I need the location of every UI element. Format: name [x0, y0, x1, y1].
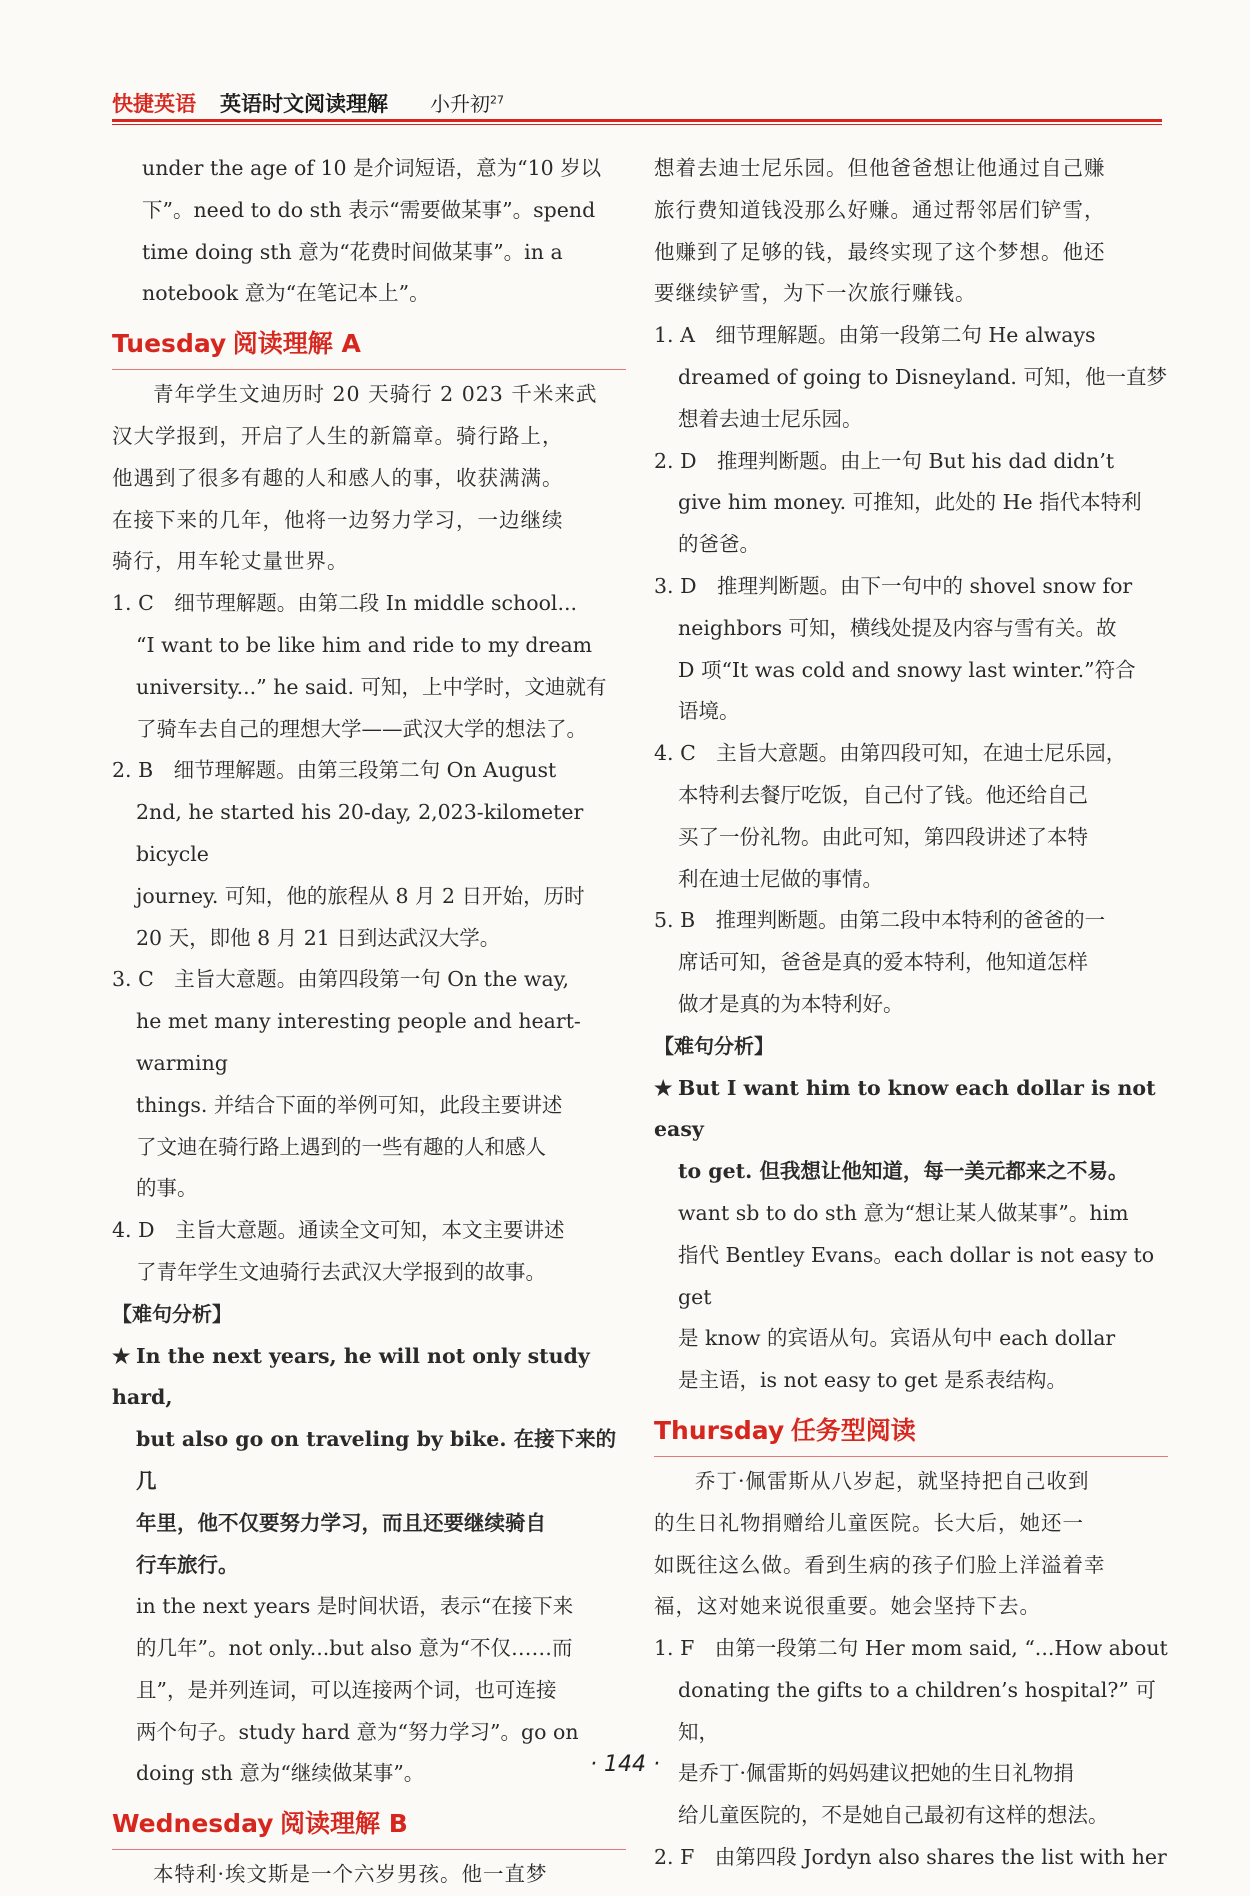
header-rule-thin — [112, 124, 1162, 125]
book-title: 英语时文阅读理解 — [220, 92, 388, 116]
wednesday-summary-start: 本特利·埃文斯是一个六岁男孩。他一直梦 — [153, 1862, 548, 1887]
thursday-summary: 乔丁·佩雷斯从八岁起，就坚持把自己收到 的生日礼物捐赠给儿童医院。长大后，她还一 如既往这么做。看到生病的孩子们脸上洋溢着幸 福，这对她来说很重要。她会坚持下去。 — [654, 1468, 1106, 1619]
wednesday-answer-5: 5. B 推理判断题。由第二段中本特利的爸爸的一 席话可知，爸爸是真的爱本特利，他知道怎样 做才是真的为本特利好。 — [654, 908, 1106, 1016]
hard-sentence-title: 【难句分析】 — [112, 1301, 232, 1326]
wednesday-answer-2: 2. D 推理判断题。由上一句 But his dad didn’t give him money. 可推知，此处的 He 指代本特利 的爸爸。 — [654, 448, 1142, 557]
tuesday-answer-3: 3. C 主旨大意题。由第四段第一句 On the way, he met many interesting people and heart-warming things. 并结合下面的举例可知，此段主要讲述 了文迪在骑行路上遇到的一些有趣的人和感人 的事。 — [112, 967, 581, 1201]
tuesday-answer-4: 4. D 主旨大意题。通读全文可知，本文主要讲述 了青年学生文迪骑行去武汉大学报到的故事。 — [112, 1218, 565, 1284]
hard-sentence-explanation-2: want sb to do sth 意为“想让某人做某事”。him 指代 Bentley Evans。each dollar is not easy to get 是 know 的宾语从句。宾语从句中 each dollar 是主语，is not easy to get 是系表结构。 — [678, 1200, 1155, 1393]
left-column — [112, 148, 626, 1896]
section-thursday-title: Thursday 任务型阅读 — [654, 1410, 1168, 1457]
page-number: · 144 · — [590, 1752, 660, 1777]
thursday-answer-2: 2. F 由第四段 Jordyn also shares the list with her — [654, 1845, 1167, 1870]
page-header — [112, 84, 1162, 124]
tuesday-answer-2: 2. B 细节理解题。由第三段第二句 On August 2nd, he started his 20-day, 2,023-kilometer bicycle journey. 可知，他的旅程从 8 月 2 日开始，历时 20 天，即他 8 月 21 日到达武汉大学。 — [112, 758, 585, 950]
section-wednesday-title: Wednesday 阅读理解 B — [112, 1803, 626, 1850]
hard-sentence: ★ In the next years, he will not only study hard, but also go on traveling by bike. 在接下来的几 年里，他不仅要努力学习，而且还要继续骑自 行车旅行。 — [112, 1336, 626, 1587]
wednesday-answer-4: 4. C 主旨大意题。由第四段可知，在迪士尼乐园， 本特利去餐厅吃饭，自己付了钱。他还给自己 买了一份礼物。由此可知，第四段讲述了本特 利在迪士尼做的事情。 — [654, 741, 1127, 891]
level-label: 小升初$^{27}$ — [430, 92, 504, 116]
star-icon: ★ — [654, 1075, 673, 1100]
tuesday-summary: 青年学生文迪历时 20 天骑行 2 023 千米来武 — [153, 382, 598, 407]
star-icon: ★ — [112, 1343, 131, 1368]
hard-sentence-title-2: 【难句分析】 — [654, 1033, 774, 1058]
wednesday-summary-cont: 想着去迪士尼乐园。但他爸爸想让他通过自己赚 旅行费知道钱没那么好赚。通过帮邻居们铲雪， 他赚到了足够的钱，最终实现了这个梦想。他还 要继续铲雪，为下一次旅行赚钱。 — [654, 156, 1106, 306]
wednesday-answer-1: 1. A 细节理解题。由第一段第二句 He always dreamed of going to Disneyland. 可知，他一直梦 想着去迪士尼乐园。 — [654, 323, 1167, 431]
hard-sentence-explanation: in the next years 是时间状语，表示“在接下来 的几年”。not only...but also 意为“不仅……而 且”，是并列连词，可以连接两个词，也可连接 两个句子。study hard 意为“努力学习”。go on doing sth 意为“继续做某事”。 — [136, 1594, 579, 1786]
tuesday-answer-1: 1. C 细节理解题。由第二段 In middle school... “I want to be like him and ride to my dream university...” he said. 可知，上中学时，文迪就有 了骑车去自己的理想大学——武汉大学的想法了。 — [112, 591, 607, 741]
section-tuesday-title: Tuesday 阅读理解 A — [112, 323, 626, 370]
header-rule — [112, 119, 1162, 122]
brand-name: 快捷英语 — [112, 92, 196, 116]
thursday-answer-1: 1. F 由第一段第二句 Her mom said, “...How about donating the gifts to a children’s hospital?” 可知， 是乔丁·佩雷斯的妈妈建议把她的生日礼物捐 给儿童医院的，不是她自己最初有这样的想法。 — [654, 1636, 1168, 1828]
tuesday-summary-cont: 汉大学报到，开启了人生的新篇章。骑行路上， 他遇到了很多有趣的人和感人的事，收获满满。 在接下来的几年，他将一边努力学习，一边继续 骑行，用车轮丈量世界。 — [112, 423, 564, 574]
hard-sentence-2: ★ But I want him to know each dollar is not easy to get. 但我想让他知道，每一美元都来之不易。 — [654, 1068, 1168, 1193]
intro-text: under the age of 10 是介词短语，意为“10 岁以 下”。need to do sth 表示“需要做某事”。spend time doing sth 意为“花费时间做某事”。in a notebook 意为“在笔记本上”。 — [142, 156, 602, 306]
right-column — [654, 148, 1168, 1879]
wednesday-answer-3: 3. D 推理判断题。由下一句中的 shovel snow for neighbors 可知，横线处提及内容与雪有关。故 D 项“It was cold and snowy last winter.”符合 语境。 — [654, 573, 1136, 724]
